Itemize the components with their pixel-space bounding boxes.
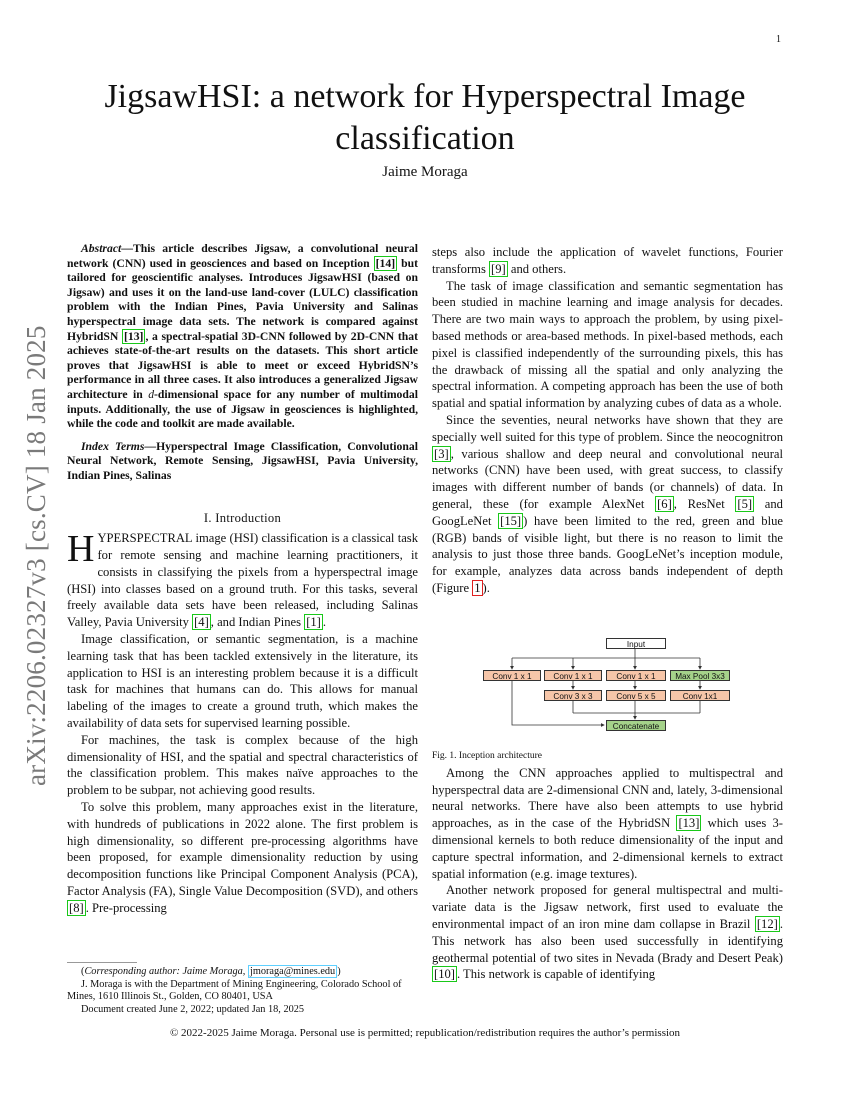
body-text: . This network is capable of identifying [456, 967, 656, 982]
abstract-text-4: -dimensional space for any number of multimodal inputs. Additionally, the use of Jigsaw in geosciences is highlighted, while the code and toolkit are made available. [67, 387, 418, 431]
section-heading-introduction: I. Introduction [203, 510, 282, 525]
arxiv-stamp[interactable]: arXiv:2206.02327v3 [cs.CV] 18 Jan 2025 [21, 325, 51, 786]
footnotes [67, 966, 418, 1016]
right-column [432, 244, 783, 983]
body-text: . This network has also been used successfully in identifying geothermal potential of two sites in Nevada (Brady and Desert Peak) [432, 916, 783, 965]
abstract-label: Abstract [81, 242, 122, 255]
body-text: ) have been limited to the red, green and blue (RGB) bands of visible light, but there is no reason to limit the analysis to just those three bands. GoogLeNet’s inception module, for example, analyzes data across bands independent of depth (Figure [432, 513, 783, 595]
figure-caption: Fig. 1. Inception architecture [432, 751, 543, 761]
conv-1x1-node: Conv 1 x 1 [544, 670, 602, 681]
body-text: and GoogLeNet [432, 496, 783, 528]
index-terms-label: Index Terms [81, 439, 145, 453]
citation-link[interactable]: [4] [194, 615, 209, 630]
footnote-2: J. Moraga is with the Department of Mining Engineering, Colorado School of Mines, 1610 Illinois St., Golden, CO 80401, USA [67, 978, 402, 1003]
paper-author: Jaime Moraga [382, 164, 468, 180]
footnote-rule [67, 962, 137, 963]
body-text: , various shallow and deep neural and convolutional neural networks (CNN) have been used, with great success, to classify images with different number of bands (or channels) of data. In general, these (for example AlexNet [432, 446, 783, 511]
body-text: which uses 3-dimensional kernels to both reduce dimensionality of the input and capture spectral information, and 2-dimensional kernels to extract spatial information (e.g. image textures). [432, 816, 783, 881]
citation-link[interactable]: [8] [69, 900, 84, 915]
conv-1x1-node: Conv 1 x 1 [606, 670, 666, 681]
concatenate-node: Concatenate [606, 720, 666, 731]
citation-link[interactable]: [12] [756, 916, 778, 931]
footnote-text: Corresponding author: Jaime Moraga, [84, 966, 246, 977]
body-text: ). [482, 580, 490, 595]
max-pool-node: Max Pool 3x3 [670, 670, 730, 681]
abstract-text-1: —This article describes Jigsaw, a convolutional neural network (CNN) used in geosciences and based on Inception [67, 242, 418, 270]
citation-link[interactable]: [1] [306, 615, 321, 630]
footnote-text: ( [81, 966, 85, 977]
abstract [67, 242, 418, 432]
citation-link[interactable]: [14] [375, 256, 396, 270]
figure-link[interactable]: 1 [474, 580, 481, 595]
intro-paragraph-1 [67, 530, 418, 631]
right-paragraph-3 [432, 765, 783, 883]
body-text: Another network proposed for general multispectral and multi-variate data is the Jigsaw network, first used to evaluate the environmental impact of an iron mine dam collapse in Brazil [432, 883, 783, 931]
right-paragraph-4 [432, 882, 783, 983]
citation-link[interactable]: [13] [123, 329, 144, 343]
intro-text: . Pre-processing [85, 900, 167, 915]
math-d: d [148, 387, 155, 401]
right-paragraph-0 [432, 244, 783, 278]
email-link[interactable]: jmoraga@mines.edu [249, 966, 336, 977]
footnote-3: Document created June 2, 2022; updated Jan 18, 2025 [81, 1003, 305, 1015]
body-text: and others. [507, 261, 567, 276]
footnote-1 [67, 966, 418, 979]
citation-link[interactable]: [6] [657, 496, 672, 511]
conv-1x1-node: Conv 1 x 1 [483, 670, 541, 681]
paper-title: JigsawHSI: a network for Hyperspectral Image classification [104, 78, 746, 157]
input-node: Input [606, 638, 666, 649]
intro-text: YPERSPECTRAL image (HSI) classification is a classical task for remote sensing and machine learning practitioners, it consists in classifying the pixels from a hyperspectral image (HSI) into classes based on a ground truth. For this tasks, several freely available data sets have been released, including Salinas Valley, Pavia University [67, 531, 418, 630]
drop-cap: H [67, 528, 95, 571]
citation-link[interactable]: [3] [434, 446, 449, 461]
body-text: , ResNet [673, 496, 736, 511]
conv-1x1-post-pool-node: Conv 1x1 [670, 690, 730, 701]
abstract-text-2: but tailored for geoscientific analyses. Introduces JigsawHSI (based on Jigsaw) and uses it on the land-use land-cover (LULC) classification problem with the Indian Pines, Pavia University and Salinas hyperspectral image data sets. The network is compared against HybridSN [67, 256, 418, 343]
citation-link[interactable]: [5] [737, 496, 753, 511]
body-text: Among the CNN approaches applied to multispectral and hyperspectral data are 2-dimensional CNN and, lately, 3-dimensional neural networks. There have also been attempts to use hybrid approaches, as in the case of the HybridSN [432, 765, 783, 831]
conv-3x3-node: Conv 3 x 3 [544, 690, 602, 701]
citation-link[interactable]: [13] [678, 816, 700, 831]
connector-arrow [512, 680, 604, 725]
footnote-text: ) [337, 966, 341, 977]
intro-paragraph-2: Image classification, or semantic segmentation, is a machine learning task that has been tackled extensively in the literature, its application to HSI is an interesting problem because it is a difficult task for machines that humans can do. This allows for manual labeling of the images to create a ground truth, which makes the availability of data sets for supervised learning possible. [67, 632, 418, 731]
index-terms [67, 440, 418, 484]
body-text: Since the seventies, neural networks have shown that they are specially well suited for this type of problem. Since the neocognitron [432, 412, 783, 444]
intro-text: To solve this problem, many approaches exist in the literature, with hundreds of publications in 2022 alone. The first problem is high dimensionality, so different pre-processing algorithms have been proposed, for example dimensionality reduction by using decomposition functions like Principal Component Analysis (PCA), Factor Analysis (FA), Single Value Decomposition (SVD), and others [67, 800, 418, 899]
page-number: 1 [776, 34, 781, 45]
index-terms-text: —Hyperspectral Image Classification, Convolutional Neural Network, Remote Sensing, JigsawHSI, Pavia University, Indian Pines, Salinas [67, 439, 418, 482]
abstract-text-3: , a spectral-spatial 3D-CNN followed by 2D-CNN that achieves state-of-the-art results on the datasets. This short article proves that JigsawHSI is able to meet or exceed HybridSN’s performance in all three cases. It also introduces a generalized Jigsaw architecture in [67, 329, 419, 401]
intro-paragraph-3: For machines, the task is complex because of the high dimensionality of HSI, and the spatial and spectral characteristics of the classification problem. This makes naïve approaches to the problem to be subpar, not achieving good results. [67, 732, 418, 798]
citation-link[interactable]: [10] [434, 967, 455, 982]
right-paragraph-1: The task of image classification and semantic segmentation has been studied in machine learning and image analysis for decades. There are two main ways to approach the problem, by using pixel-based methods or area-based methods. In pixel-based methods, each pixel is classified independently of the surrounding pixels, this has the drawback of missing all the spatial and only analyzing the spectral information. A competing approach has been the use of both spatial and spatial information by analyzing cubes of data as a whole. [432, 278, 783, 411]
copyright-footer: © 2022-2025 Jaime Moraga. Personal use is permitted; republication/redistribution requires the author’s permission [169, 1027, 681, 1039]
intro-paragraph-4 [67, 799, 418, 917]
intro-text: , and Indian Pines [210, 615, 305, 630]
citation-link[interactable]: [15] [500, 513, 522, 528]
citation-link[interactable]: [9] [491, 261, 506, 276]
conv-5x5-node: Conv 5 x 5 [606, 690, 666, 701]
body-text: steps also include the application of wavelet functions, Fourier transforms [432, 245, 783, 276]
left-column [67, 242, 418, 917]
intro-text: . [322, 615, 327, 630]
inception-diagram [478, 632, 740, 742]
right-paragraph-2 [432, 412, 783, 597]
